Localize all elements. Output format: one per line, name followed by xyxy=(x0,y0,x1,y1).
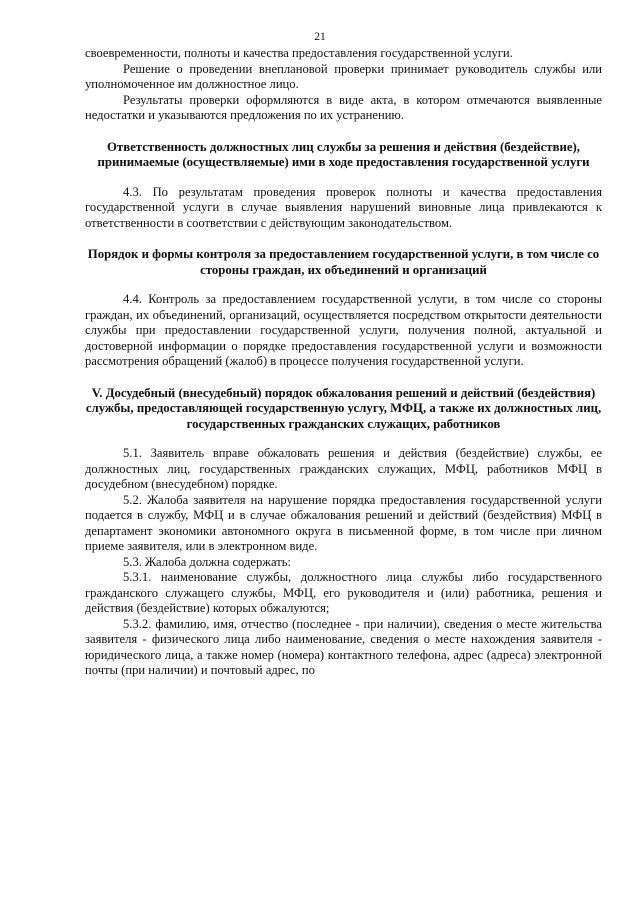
paragraph-unscheduled-check: Решение о проведении внеплановой проверки принимает руководитель службы или уполномоченное им должностное лицо. xyxy=(85,61,602,91)
paragraph-4-4: 4.4. Контроль за предоставлением государственной услуги, в том числе со стороны граждан, их объединений, организаций, осуществляется посредством открытости деятельности службы при предоставлении государственной услуги, получения полной, актуальной и достоверной информации о порядке предоставления государственной услуги и возможности рассмотрения обращений (жалоб) в процессе получения государственной услуги. xyxy=(85,292,602,368)
section-heading-appeal: V. Досудебный (внесудебный) порядок обжалования решений и действий (бездействия) службы, предоставляющей государственную услугу, МФЦ, а также их должностных лиц, государственных гражданских служащих, работников xyxy=(85,385,602,431)
paragraph-5-2: 5.2. Жалоба заявителя на нарушение порядка предоставления государственной услуги подается в службу, МФЦ и в случае обжалования решений и действий (бездействия) МФЦ в департамент экономики автономного округа в письменной форме, в том числе при личном приеме заявителя, или в электронном виде. xyxy=(85,492,602,553)
document-body xyxy=(85,46,602,679)
paragraph-5-3-1: 5.3.1. наименование службы, должностного лица службы либо государственного гражданского служащего службы, МФЦ, его руководителя и (или) работника, решения и действия (бездействие) которых обжалуются; xyxy=(85,570,602,615)
section-heading-responsibility: Ответственность должностных лиц службы за решения и действия (бездействие), принимаемые (осуществляемые) ими в ходе предоставления государственной услуги xyxy=(97,139,590,169)
paragraph-check-results: Результаты проверки оформляются в виде акта, в котором отмечаются выявленные недостатки и указываются предложения по их устранению. xyxy=(85,92,602,122)
section-heading-control: Порядок и формы контроля за предоставлением государственной услуги, в том числе со стороны граждан, их объединений и организаций xyxy=(87,247,600,277)
paragraph-5-3: 5.3. Жалоба должна содержать: xyxy=(123,554,291,569)
paragraph-continuation: своевременности, полноты и качества предоставления государственной услуги. xyxy=(85,46,513,60)
page-number: 21 xyxy=(314,31,326,43)
paragraph-5-3-2: 5.3.2. фамилию, имя, отчество (последнее - при наличии), сведения о месте жительства заявителя - физического лица либо наименование, сведения о месте нахождения заявителя - юридического лица, а также номер (номера) контактного телефона, адрес (адреса) электронной почты (при наличии) и почтовый адрес, по xyxy=(85,616,602,677)
paragraph-5-1: 5.1. Заявитель вправе обжаловать решения и действия (бездействие) службы, ее должностных лиц, государственных гражданских служащих, МФЦ, работников МФЦ в досудебном (внесудебном) порядке. xyxy=(85,446,602,491)
paragraph-4-3: 4.3. По результатам проведения проверок полноты и качества предоставления государственной услуги в случае выявления нарушений виновные лица привлекаются к ответственности в соответствии с действующим законодательством. xyxy=(85,184,602,230)
